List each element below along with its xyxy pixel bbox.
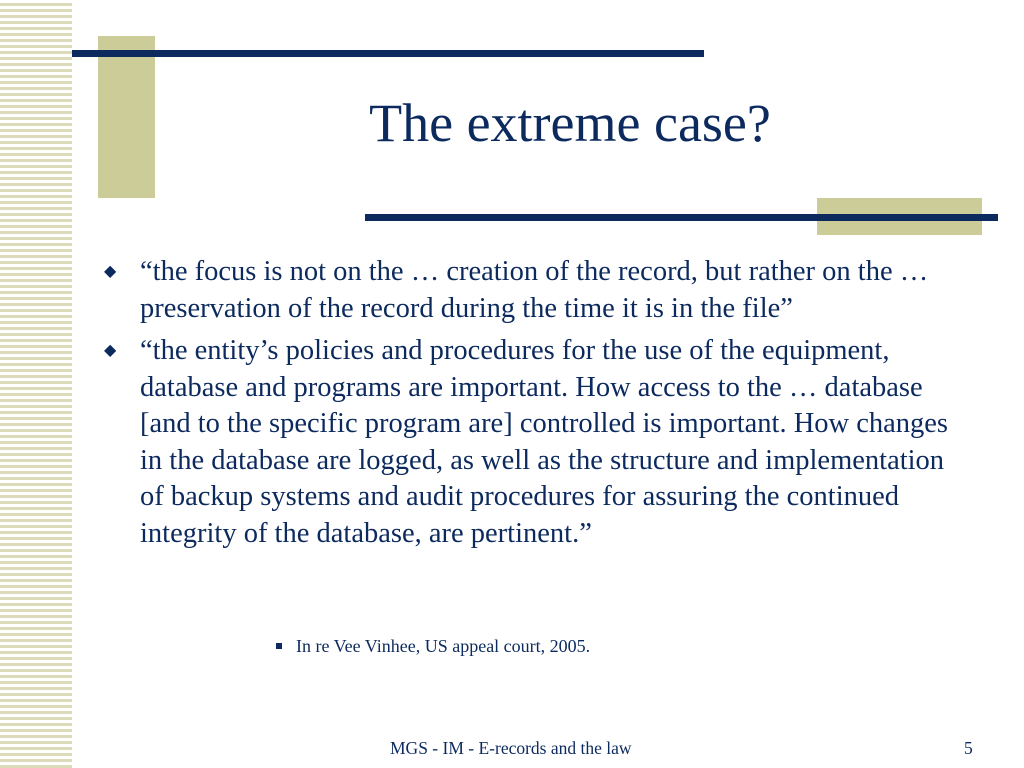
- decor-rule-bottom: [365, 214, 998, 221]
- citation-text: In re Vee Vinhee, US appeal court, 2005.: [296, 636, 591, 656]
- bullet-text: “the focus is not on the … creation of the record, but rather on the … preservation of the record during the time it is in the file”: [140, 256, 929, 324]
- page-number: 5: [964, 738, 973, 758]
- footer-title: MGS - IM - E-records and the law: [390, 738, 632, 758]
- square-bullet-icon: [276, 643, 282, 649]
- diamond-bullet-icon: ◆: [104, 263, 117, 280]
- bullet-list: [104, 254, 974, 558]
- decor-block-top-left: [98, 36, 155, 198]
- citation: [276, 636, 590, 657]
- bullet-item: [104, 254, 974, 327]
- slide-title: The extreme case?: [369, 93, 771, 153]
- decor-rule-top: [72, 50, 704, 57]
- bullet-text: “the entity’s policies and procedures for the use of the equipment, database and programs are important. How access to the … database [and to the specific program are] controlled is important. How changes in the database are logged, as well as the structure and implementation of backup systems and audit procedures for assuring the continued integrity of the database, are pertinent.”: [140, 335, 949, 549]
- striped-sidebar: [0, 0, 72, 768]
- diamond-bullet-icon: ◆: [104, 342, 117, 359]
- bullet-item: [104, 333, 974, 552]
